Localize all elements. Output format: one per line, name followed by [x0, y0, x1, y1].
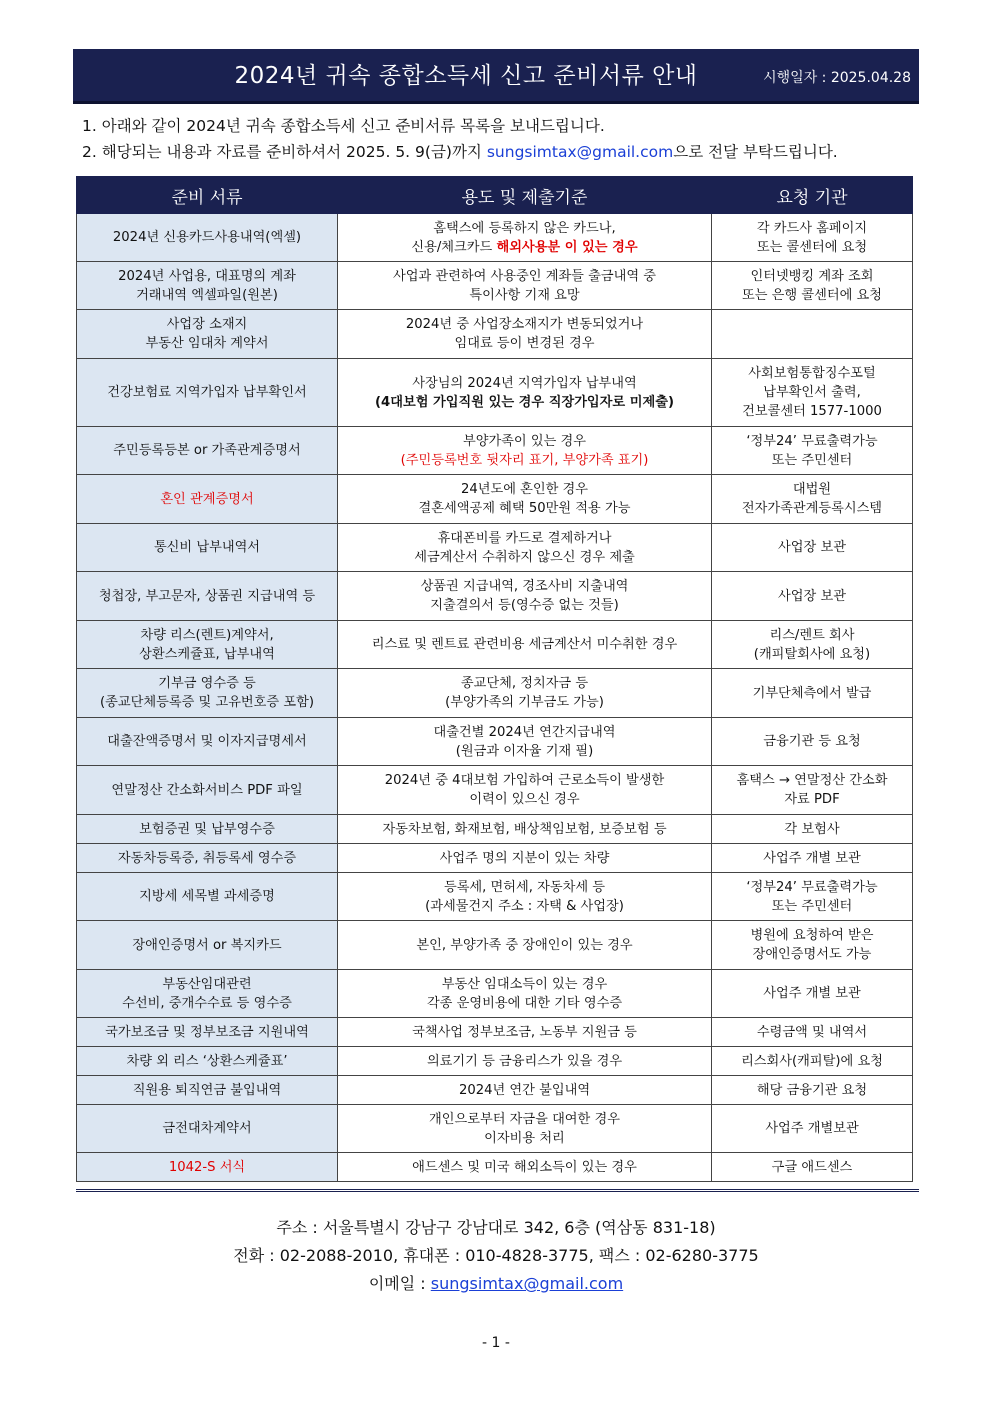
purpose-line: 24년도에 혼인한 경우 — [460, 482, 589, 497]
doc-cell — [77, 262, 338, 310]
table-row — [77, 310, 913, 359]
table-row — [77, 1076, 913, 1105]
table-row — [77, 1105, 913, 1153]
footer-address: 주소 : 서울특별시 강남구 강남대로 342, 6층 (역삼동 831-18) — [276, 1218, 716, 1237]
table-row — [77, 572, 913, 621]
footer-email-line — [0, 1270, 992, 1298]
purpose-line: (4대보험 가입직원 있는 경우 직장가입자로 미제출) — [375, 394, 674, 410]
purpose-line: 부동산 임대소득이 있는 경우 — [441, 976, 608, 992]
intro-text — [82, 113, 838, 165]
doc-cell: 금전대차계약서 — [77, 1105, 338, 1153]
purpose-cell: 자동차보험, 화재보험, 배상책임보험, 보증보험 등 — [338, 815, 712, 844]
purpose-cell — [338, 214, 712, 262]
agency-cell: 사업주 개별 보관 — [712, 970, 913, 1018]
footer-email-link[interactable]: sungsimtax@gmail.com — [430, 1274, 624, 1293]
agency-line: ‘정부24’ 무료출력가능 — [746, 879, 878, 895]
header-document: 준비 서류 — [77, 177, 338, 214]
agency-cell: 수령금액 및 내역서 — [712, 1018, 913, 1047]
agency-cell: 리스회사(캐피탈)에 요청 — [712, 1047, 913, 1076]
doc-cell: 보험증권 및 납부영수증 — [77, 815, 338, 844]
agency-line: 자료 PDF — [784, 792, 840, 807]
purpose-cell: 리스료 및 렌트료 관련비용 세금계산서 미수취한 경우 — [338, 621, 712, 669]
doc-line: 부동산 임대차 계약서 — [145, 336, 269, 351]
purpose-line — [341, 238, 708, 257]
doc-cell: 직원용 퇴직연금 불입내역 — [77, 1076, 338, 1105]
purpose-highlight: 해외사용분 이 있는 경우 — [496, 239, 638, 255]
doc-cell: 지방세 세목별 과세증명 — [77, 873, 338, 921]
purpose-line: 개인으로부터 자금을 대여한 경우 — [429, 1111, 620, 1127]
table-row — [77, 1018, 913, 1047]
table-row — [77, 621, 913, 669]
purpose-line: 사업과 관련하여 사용중인 계좌들 출금내역 중 — [392, 268, 656, 284]
table-row — [77, 1153, 913, 1182]
agency-cell — [712, 310, 913, 359]
doc-cell: 차량 외 리스 ‘상환스케쥴표’ — [77, 1047, 338, 1076]
purpose-cell: 본인, 부양가족 중 장애인이 있는 경우 — [338, 921, 712, 970]
table-row — [77, 475, 913, 524]
table-row — [77, 970, 913, 1018]
purpose-cell: 사업주 명의 지분이 있는 차량 — [338, 844, 712, 873]
table-row — [77, 921, 913, 970]
agency-line: 홈택스 → 연말정산 간소화 — [736, 773, 888, 788]
purpose-line: 2024년 중 사업장소재지가 변동되었거나 — [405, 317, 644, 332]
agency-cell — [712, 359, 913, 427]
purpose-cell: 애드센스 및 미국 해외소득이 있는 경우 — [338, 1153, 712, 1182]
header-agency: 요청 기관 — [712, 177, 913, 214]
agency-line: 납부확인서 출력, — [763, 385, 861, 400]
doc-cell — [77, 970, 338, 1018]
purpose-cell — [338, 359, 712, 427]
agency-line: 인터넷뱅킹 계좌 조회 — [750, 268, 874, 284]
doc-cell: 장애인증명서 or 복지카드 — [77, 921, 338, 970]
purpose-cell — [338, 262, 712, 310]
table-row — [77, 427, 913, 475]
table-row — [77, 524, 913, 572]
purpose-cell — [338, 572, 712, 621]
doc-cell — [77, 310, 338, 359]
purpose-line: 상품권 지급내역, 경조사비 지출내역 — [420, 579, 629, 594]
intro-line-2-pre: 2. 해당되는 내용과 자료를 준비하셔서 2025. 5. 9(금)까지 — [82, 143, 487, 161]
intro-email-link[interactable]: sungsimtax@gmail.com — [486, 143, 674, 161]
page-header — [73, 49, 919, 104]
agency-line: (캐피탈회사에 요청) — [753, 646, 871, 662]
purpose-cell — [338, 873, 712, 921]
agency-line: ‘정부24’ 무료출력가능 — [746, 433, 878, 449]
purpose-line: 홈택스에 등록하지 않은 카드나, — [433, 220, 616, 236]
agency-cell: 금융기관 등 요청 — [712, 718, 913, 766]
doc-line: (종교단체등록증 및 고유번호증 포함) — [100, 695, 314, 710]
doc-cell: 통신비 납부내역서 — [77, 524, 338, 572]
table-header-row — [77, 177, 913, 214]
purpose-cell — [338, 310, 712, 359]
doc-cell: 자동차등록증, 취등록세 영수증 — [77, 844, 338, 873]
agency-cell: 사업주 개별 보관 — [712, 844, 913, 873]
doc-cell: 혼인 관계증명서 — [77, 475, 338, 524]
agency-cell: 각 보험사 — [712, 815, 913, 844]
agency-cell — [712, 921, 913, 970]
agency-cell: 해당 금융기관 요청 — [712, 1076, 913, 1105]
doc-cell: 대출잔액증명서 및 이자지급명세서 — [77, 718, 338, 766]
agency-cell — [712, 766, 913, 815]
doc-line: 상환스케쥴표, 납부내역 — [139, 646, 275, 662]
doc-cell: 2024년 신용카드사용내역(엑셀) — [77, 214, 338, 262]
doc-line: 사업장 소재지 — [166, 317, 248, 332]
doc-line: 거래내역 엑셀파일(원본) — [136, 287, 278, 303]
agency-cell: 사업장 보관 — [712, 524, 913, 572]
agency-line: 전자가족관계등록시스템 — [741, 501, 883, 516]
purpose-line: 부양가족이 있는 경우 — [462, 433, 587, 449]
doc-cell: 주민등록등본 or 가족관계증명서 — [77, 427, 338, 475]
purpose-line: 휴대폰비를 카드로 결제하거나 — [437, 530, 612, 546]
purpose-line: (과세물건지 주소 : 자택 & 사업장) — [425, 898, 624, 914]
page-title: 2024년 귀속 종합소득세 신고 준비서류 안내 — [234, 63, 698, 89]
agency-cell: 사업주 개별보관 — [712, 1105, 913, 1153]
purpose-line: 각종 운영비용에 대한 기타 영수증 — [426, 995, 623, 1011]
table-row — [77, 844, 913, 873]
purpose-text: 신용/체크카드 — [411, 239, 497, 255]
purpose-cell — [338, 970, 712, 1018]
header-purpose: 용도 및 제출기준 — [338, 177, 712, 214]
agency-line: 병원에 요청하여 받은 — [750, 928, 874, 943]
doc-cell: 국가보조금 및 정부보조금 지원내역 — [77, 1018, 338, 1047]
agency-cell: 기부단체측에서 발급 — [712, 669, 913, 718]
agency-line: 사회보험통합징수포털 — [748, 366, 876, 381]
intro-line-2 — [82, 139, 838, 165]
doc-cell: 청첩장, 부고문자, 상품권 지급내역 등 — [77, 572, 338, 621]
purpose-line: 임대료 등이 변경된 경우 — [454, 336, 595, 351]
doc-cell: 연말정산 간소화서비스 PDF 파일 — [77, 766, 338, 815]
agency-cell — [712, 427, 913, 475]
purpose-line: 사장님의 2024년 지역가입자 납부내역 — [412, 375, 637, 391]
purpose-line: (원금과 이자율 기재 필) — [455, 743, 594, 759]
doc-cell — [77, 669, 338, 718]
purpose-cell — [338, 427, 712, 475]
agency-line: 또는 콜센터에 요청 — [756, 239, 868, 255]
agency-cell: 구글 애드센스 — [712, 1153, 913, 1182]
doc-cell: 건강보험료 지역가입자 납부확인서 — [77, 359, 338, 427]
doc-line: 부동산임대관련 — [162, 976, 252, 992]
effective-date: 시행일자 : 2025.04.28 — [763, 70, 911, 86]
doc-line: 차량 리스(렌트)계약서, — [140, 627, 274, 643]
purpose-line: 결혼세액공제 혜택 50만원 적용 가능 — [418, 501, 631, 516]
agency-cell — [712, 214, 913, 262]
table-row — [77, 873, 913, 921]
purpose-line: (부양가족의 기부금도 가능) — [445, 695, 604, 710]
intro-line-1: 1. 아래와 같이 2024년 귀속 종합소득세 신고 준비서류 목록을 보내드립니다. — [82, 117, 605, 135]
agency-cell — [712, 262, 913, 310]
table-row — [77, 766, 913, 815]
page-number: - 1 - — [482, 1335, 510, 1351]
documents-table — [76, 176, 913, 1182]
purpose-line: 이자비용 처리 — [484, 1130, 565, 1146]
agency-line: 대법원 — [792, 482, 832, 497]
agency-line: 리스/렌트 회사 — [769, 627, 855, 643]
purpose-line: 특이사항 기재 요망 — [469, 287, 580, 303]
purpose-line: 이력이 있으신 경우 — [469, 792, 580, 807]
intro-line-2-post: 으로 전달 부탁드립니다. — [673, 143, 838, 161]
table-row — [77, 815, 913, 844]
table-row — [77, 1047, 913, 1076]
purpose-line: 지출결의서 등(영수증 없는 것들) — [430, 598, 619, 613]
purpose-line: 2024년 중 4대보험 가입하여 근로소득이 발생한 — [384, 773, 665, 788]
purpose-cell — [338, 718, 712, 766]
doc-line: 기부금 영수증 등 — [158, 676, 256, 691]
agency-line: 장애인증명서도 가능 — [752, 947, 872, 962]
agency-line: 또는 주민센터 — [771, 452, 853, 468]
footer-contact — [0, 1214, 992, 1298]
doc-line: 2024년 사업용, 대표명의 계좌 — [118, 268, 296, 284]
agency-cell — [712, 475, 913, 524]
purpose-cell — [338, 766, 712, 815]
doc-line: 수선비, 중개수수료 등 영수증 — [122, 995, 292, 1011]
footer-phone: 전화 : 02-2088-2010, 휴대폰 : 010-4828-3775, 팩스 : 02-6280-3775 — [233, 1246, 759, 1265]
table-row — [77, 718, 913, 766]
table-row — [77, 359, 913, 427]
agency-line: 건보콜센터 1577-1000 — [742, 404, 882, 419]
purpose-line: 등록세, 면허세, 자동차세 등 — [443, 879, 606, 895]
purpose-cell — [338, 524, 712, 572]
agency-line: 또는 주민센터 — [771, 898, 853, 914]
purpose-cell: 의료기기 등 금융리스가 있을 경우 — [338, 1047, 712, 1076]
table-bottom-divider — [76, 1189, 919, 1192]
table-row — [77, 669, 913, 718]
purpose-cell — [338, 669, 712, 718]
footer-email-label: 이메일 : — [368, 1274, 431, 1293]
doc-cell — [77, 621, 338, 669]
agency-cell: 사업장 보관 — [712, 572, 913, 621]
purpose-cell — [338, 475, 712, 524]
table-row — [77, 214, 913, 262]
purpose-cell: 국책사업 정부보조금, 노동부 지원금 등 — [338, 1018, 712, 1047]
doc-cell: 1042-S 서식 — [77, 1153, 338, 1182]
purpose-line: 대출건별 2024년 연간지급내역 — [433, 724, 616, 740]
purpose-highlight: (주민등록번호 뒷자리 표기, 부양가족 표기) — [400, 452, 649, 468]
agency-cell — [712, 873, 913, 921]
purpose-cell: 2024년 연간 불입내역 — [338, 1076, 712, 1105]
table-row — [77, 262, 913, 310]
agency-line: 또는 은행 콜센터에 요청 — [742, 287, 882, 303]
purpose-line: 종교단체, 정치자금 등 — [460, 676, 589, 691]
purpose-cell — [338, 1105, 712, 1153]
purpose-line: 세금계산서 수취하지 않으신 경우 제출 — [414, 549, 635, 565]
agency-cell — [712, 621, 913, 669]
agency-line: 각 카드사 홈페이지 — [756, 220, 868, 236]
